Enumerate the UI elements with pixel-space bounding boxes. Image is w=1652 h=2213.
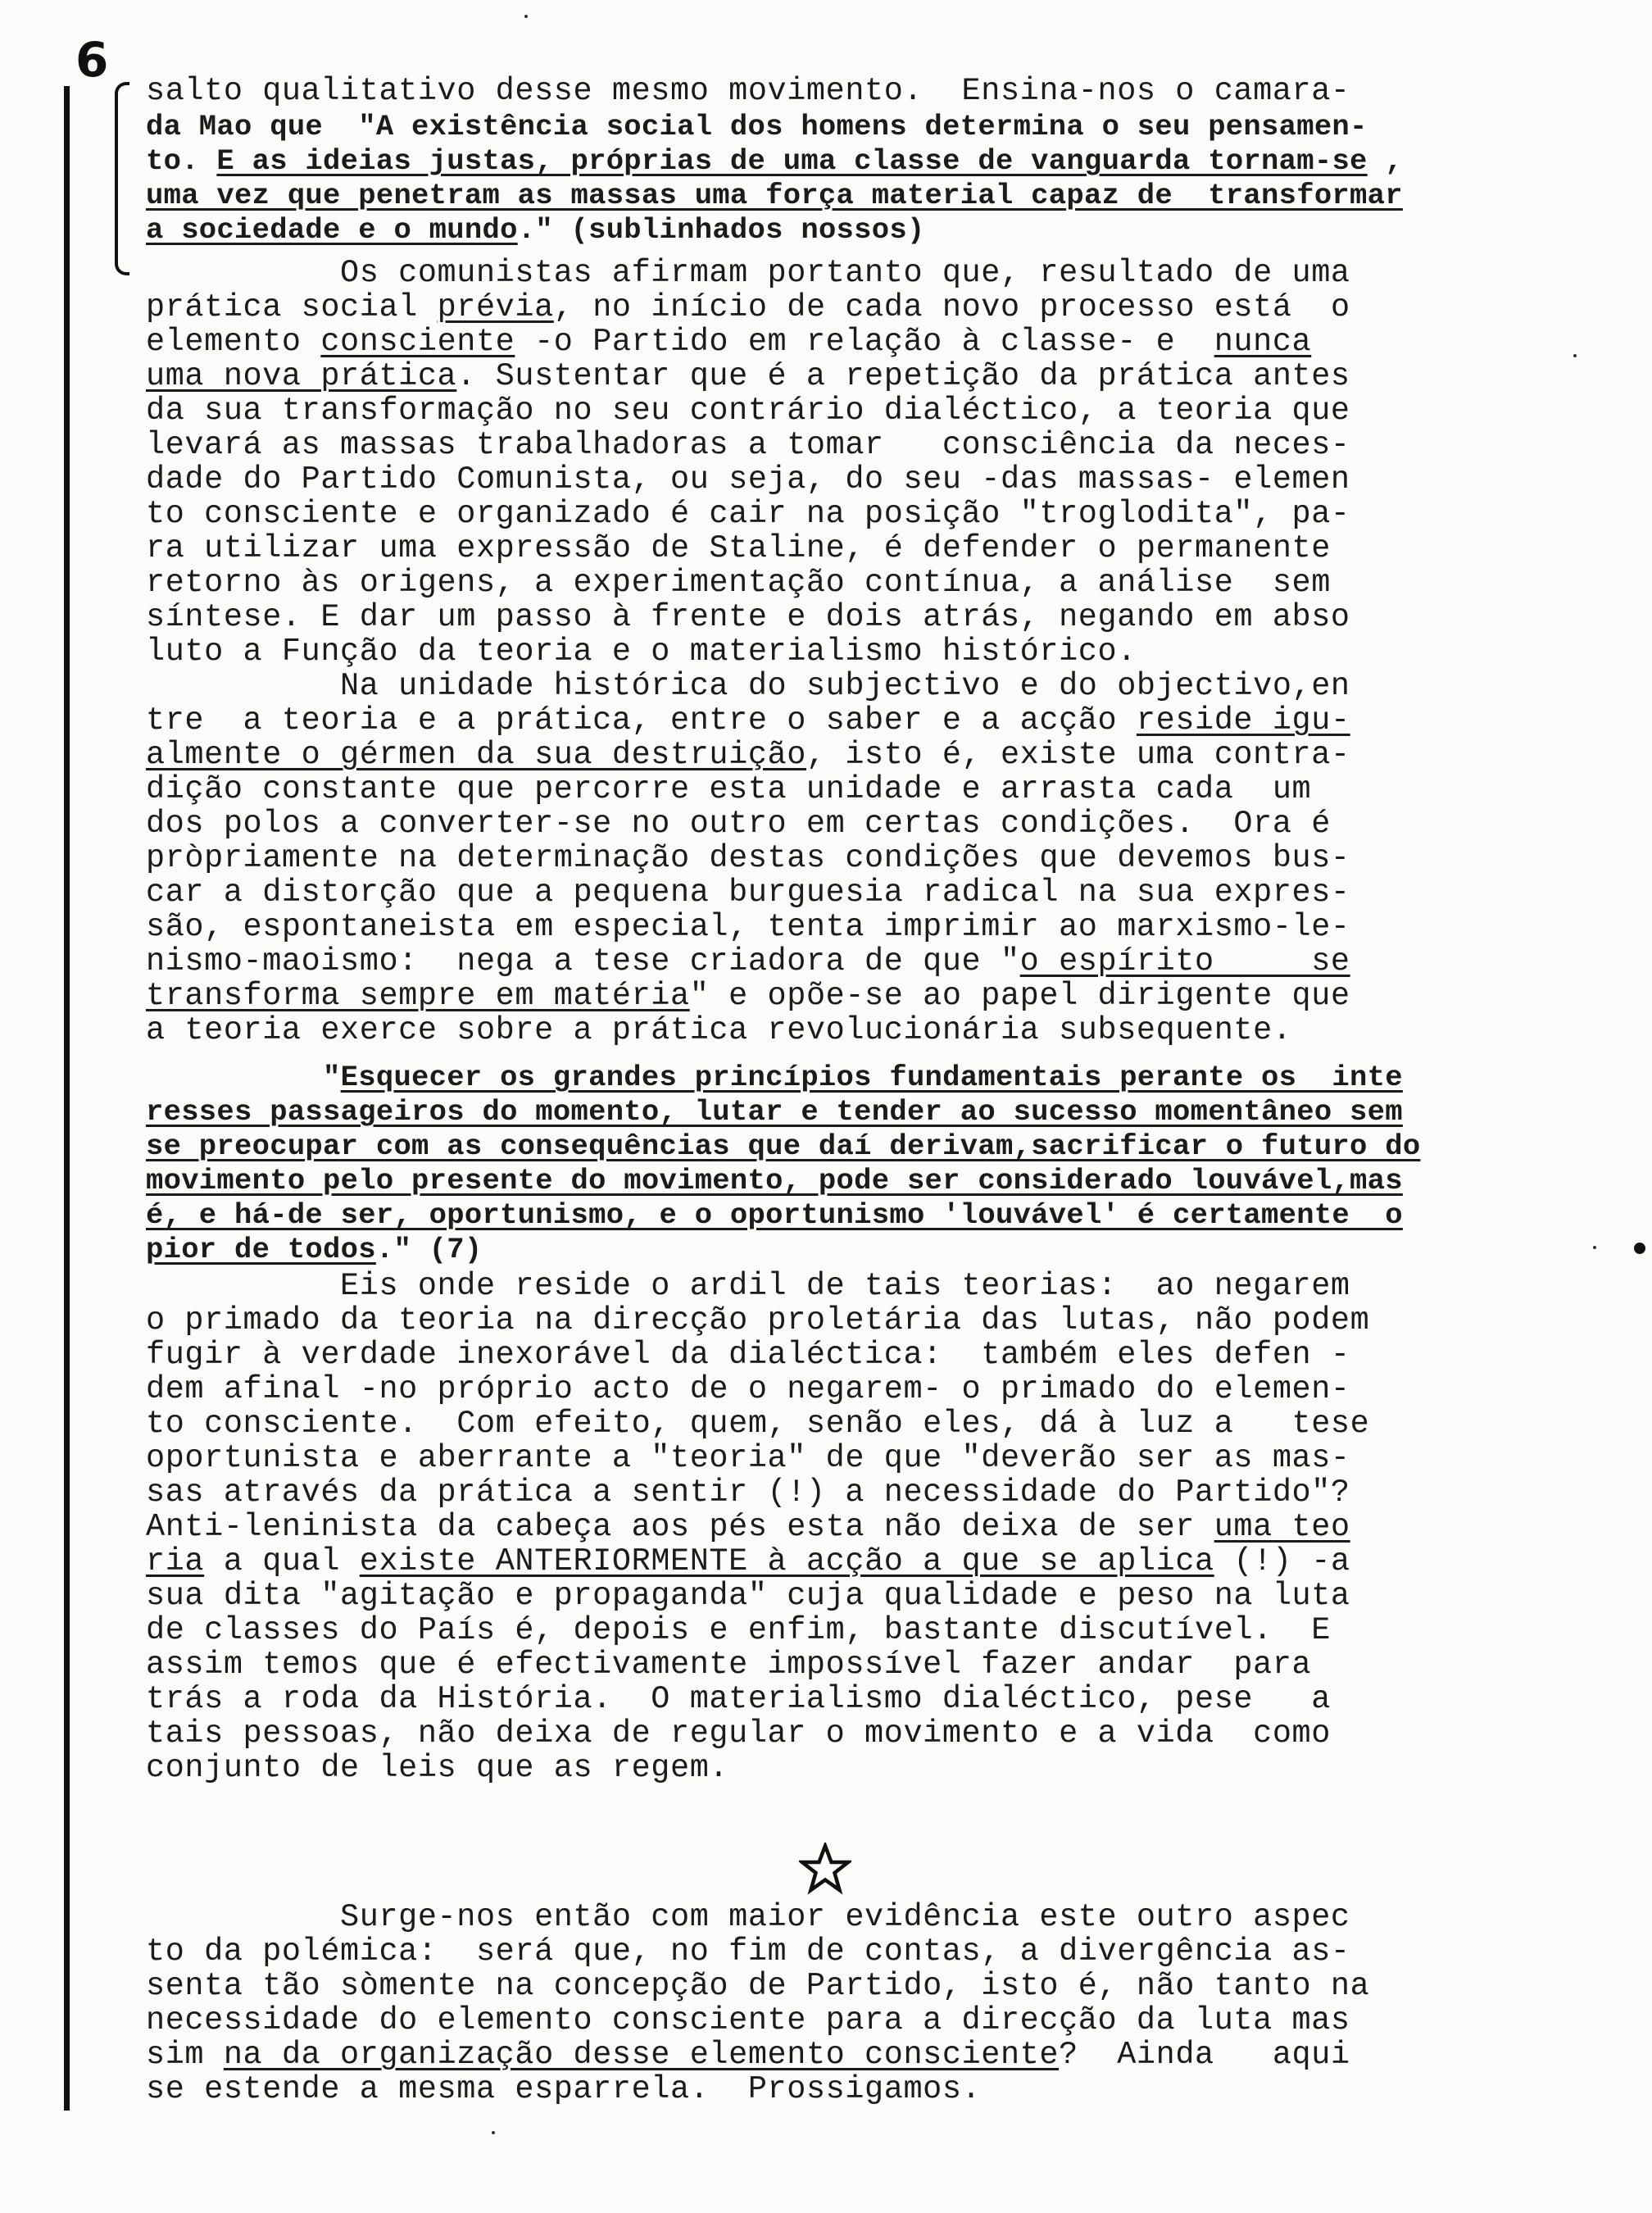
underlined-text: nunca <box>1214 325 1312 359</box>
text-line <box>146 1579 1506 1613</box>
text-segment: Na unidade histórica do subjectivo e do objectivo,en <box>146 669 1350 703</box>
underlined-text: prévia <box>437 290 554 325</box>
underlined-text: é, e há-de ser, oportunismo, e o oportunismo 'louvável' é certamente o <box>146 1198 1403 1232</box>
text-line <box>146 1934 1506 1969</box>
text-line <box>146 738 1506 772</box>
page-number: 6 <box>75 32 109 88</box>
text-line <box>146 841 1506 875</box>
underlined-text: reside igu- <box>1136 703 1350 738</box>
text-line <box>146 944 1506 979</box>
underlined-text: se preocupar com as consequências que daí derivam,sacrificar o futuro do <box>146 1129 1421 1163</box>
text-segment: prática social <box>146 290 438 325</box>
text-line <box>146 875 1506 910</box>
text-segment: to consciente. Com efeito, quem, senão eles, dá à luz a tese <box>146 1406 1370 1441</box>
text-line <box>146 1372 1506 1406</box>
text-line <box>146 428 1506 462</box>
text-line <box>146 497 1506 531</box>
text-segment: retorno às origens, a experimentação contínua, a análise sem <box>146 566 1331 600</box>
quote-bracket <box>115 82 129 275</box>
text-segment: se estende a mesma esparrela. Prossigamos. <box>146 2072 982 2106</box>
text-line <box>146 1751 1506 1785</box>
text-segment: , isto é, existe uma contra- <box>806 738 1350 772</box>
underlined-text: uma nova prática <box>146 359 457 393</box>
text-line <box>146 110 1506 144</box>
ink-speck <box>524 15 528 18</box>
text-line <box>146 1269 1506 1303</box>
text-segment: sas através da prática a sentir (!) a necessidade do Partido"? <box>146 1475 1350 1510</box>
text-line <box>146 256 1506 290</box>
text-line <box>146 1441 1506 1475</box>
text-segment: -o Partido em relação à classe- e <box>515 325 1214 359</box>
text-segment: , no início de cada novo processo está o <box>553 290 1350 325</box>
text-line <box>146 703 1506 738</box>
ink-speck <box>492 2131 495 2134</box>
underlined-text: resses passageiros do momento, lutar e tender ao sucesso momentâneo sem <box>146 1095 1403 1129</box>
text-line <box>146 910 1506 944</box>
text-line <box>146 807 1506 841</box>
text-segment: o primado da teoria na direcção proletária das lutas, não podem <box>146 1303 1370 1338</box>
text-line <box>146 566 1506 600</box>
text-segment: (!) -a <box>1214 1544 1350 1579</box>
text-segment: necessidade do elemento consciente para a direcção da luta mas <box>146 2003 1350 2038</box>
underlined-text: ria <box>146 1544 205 1579</box>
text-segment: a teoria exerce sobre a prática revolucionária subsequente. <box>146 1013 1292 1047</box>
text-segment: Surge-nos então com maior evidência este outro aspec <box>146 1900 1350 1934</box>
underlined-text: uma teo <box>1214 1510 1350 1544</box>
text-line <box>146 1013 1506 1047</box>
text-line <box>146 1406 1506 1441</box>
text-segment: pròpriamente na determinação destas condições que devemos bus- <box>146 841 1350 875</box>
text-line <box>146 1475 1506 1510</box>
text-segment: tre a teoria e a prática, entre o saber e a acção <box>146 703 1137 738</box>
text-line <box>146 772 1506 807</box>
text-line <box>146 462 1506 497</box>
text-segment: . Sustentar que é a repetição da prática antes <box>456 359 1350 393</box>
text-line <box>146 1716 1506 1751</box>
text-segment: dos polos a converter-se no outro em certas condições. Ora é <box>146 807 1331 841</box>
text-segment: síntese. E dar um passo à frente e dois atrás, negando em abso <box>146 600 1350 634</box>
text-segment: oportunista e aberrante a "teoria" de que "deverão ser as mas- <box>146 1441 1350 1475</box>
text-line <box>146 1061 1506 1095</box>
text-segment: dição constante que percorre esta unidade e arrasta cada um <box>146 772 1312 807</box>
text-segment: to consciente e organizado é cair na posição "troglodita", pa- <box>146 497 1350 531</box>
text-segment: dade do Partido Comunista, ou seja, do seu -das massas- elemen <box>146 462 1350 497</box>
text-segment: trás a roda da História. O materialismo dialéctico, pese a <box>146 1682 1331 1716</box>
text-line <box>146 1613 1506 1647</box>
text-segment: senta tão sòmente na concepção de Partido, isto é, não tanto na <box>146 1969 1370 2003</box>
text-line <box>146 2003 1506 2038</box>
text-segment: sua dita "agitação e propaganda" cuja qualidade e peso na luta <box>146 1579 1350 1613</box>
ink-speck <box>1593 1246 1596 1249</box>
text-line <box>146 1682 1506 1716</box>
text-segment: Os comunistas afirmam portanto que, resultado de uma <box>146 256 1350 290</box>
text-segment: " <box>146 1061 341 1094</box>
text-segment: ? Ainda aqui <box>1059 2038 1350 2072</box>
underlined-text: almente o gérmen da sua destruição <box>146 738 806 772</box>
text-line <box>146 144 1506 179</box>
text-line <box>146 1338 1506 1372</box>
text-line <box>146 74 1506 108</box>
underlined-text: uma vez que penetram as massas uma força material capaz de transformar <box>146 179 1403 212</box>
text-segment: são, espontaneista em especial, tenta imprimir ao marxismo-le- <box>146 910 1350 944</box>
text-segment: Eis onde reside o ardil de tais teorias: ao negarem <box>146 1269 1350 1303</box>
text-line <box>146 1164 1506 1198</box>
text-line <box>146 1233 1506 1267</box>
text-segment: salto qualitativo desse mesmo movimento. Ensina-nos o camara- <box>146 74 1350 108</box>
text-segment: , <box>1367 144 1403 178</box>
underlined-text: na da organização desse elemento consciente <box>223 2038 1060 2072</box>
text-segment: to da polémica: será que, no fim de contas, a divergência as- <box>146 1934 1350 1969</box>
text-segment: nismo-maoismo: nega a tese criadora de que " <box>146 944 1020 979</box>
text-segment: da Mao que "A existência social dos homens determina o seu pensamen- <box>146 110 1368 143</box>
text-line <box>146 1129 1506 1164</box>
text-segment: dem afinal -no próprio acto de o negarem- o primado do elemen- <box>146 1372 1350 1406</box>
underlined-text: a sociedade e o mundo <box>146 213 518 247</box>
text-line <box>146 1647 1506 1682</box>
underlined-text: E as ideias justas, próprias de uma classe de vanguarda tornam-se <box>216 144 1368 178</box>
underlined-text: consciente <box>320 325 515 359</box>
text-segment: da sua transformação no seu contrário dialéctico, a teoria que <box>146 393 1350 428</box>
text-line <box>146 669 1506 703</box>
margin-bar <box>64 86 70 2111</box>
text-segment: car a distorção que a pequena burguesia radical na sua expres- <box>146 875 1350 910</box>
text-line <box>146 2072 1506 2106</box>
text-segment: levará as massas trabalhadoras a tomar consciência da neces- <box>146 428 1350 462</box>
text-segment: ." (sublinhados nossos) <box>517 213 925 247</box>
underlined-text: pior de todos <box>146 1233 376 1266</box>
text-line <box>146 979 1506 1013</box>
text-segment: sim <box>146 2038 224 2072</box>
text-segment: elemento <box>146 325 321 359</box>
text-line <box>146 393 1506 428</box>
text-segment: de classes do País é, depois e enfim, bastante discutível. E <box>146 1613 1331 1647</box>
text-line <box>146 1095 1506 1129</box>
text-line <box>146 1969 1506 2003</box>
text-line <box>146 1900 1506 1934</box>
text-line <box>146 325 1506 359</box>
underlined-text: movimento pelo presente do movimento, pode ser considerado louvável,mas <box>146 1164 1403 1197</box>
text-segment: tais pessoas, não deixa de regular o movimento e a vida como <box>146 1716 1331 1751</box>
text-line <box>146 1303 1506 1338</box>
text-line <box>146 359 1506 393</box>
text-line <box>146 2038 1506 2072</box>
text-segment: assim temos que é efectivamente impossível fazer andar para <box>146 1647 1312 1682</box>
text-segment: ra utilizar uma expressão de Staline, é defender o permanente <box>146 531 1331 566</box>
text-segment: to. <box>146 144 217 178</box>
text-line <box>146 290 1506 325</box>
text-line <box>146 179 1506 213</box>
text-segment: a qual <box>204 1544 360 1579</box>
text-line <box>146 634 1506 669</box>
underlined-text: existe ANTERIORMENTE à acção a que se aplica <box>359 1544 1214 1579</box>
underlined-text: o espírito se <box>1019 944 1350 979</box>
text-line <box>146 1198 1506 1233</box>
text-segment: ." (7) <box>375 1233 483 1266</box>
text-segment: luto a Função da teoria e o materialismo histórico. <box>146 634 1137 669</box>
text-line <box>146 600 1506 634</box>
text-line <box>146 213 1506 248</box>
text-segment: conjunto de leis que as regem. <box>146 1751 729 1785</box>
text-segment: " e opõe-se ao papel dirigente que <box>689 979 1350 1013</box>
star-icon <box>799 1843 851 1895</box>
text-line <box>146 1510 1506 1544</box>
ink-dot <box>1634 1243 1645 1254</box>
underlined-text: Esquecer os grandes princípios fundamentais perante os inte <box>340 1061 1403 1094</box>
underlined-text: transforma sempre em matéria <box>146 979 690 1013</box>
text-segment: fugir à verdade inexorável da dialéctica: também eles defen - <box>146 1338 1350 1372</box>
text-line <box>146 531 1506 566</box>
text-line <box>146 1544 1506 1579</box>
ink-speck <box>1573 354 1577 357</box>
text-segment: Anti-leninista da cabeça aos pés esta não deixa de ser <box>146 1510 1214 1544</box>
